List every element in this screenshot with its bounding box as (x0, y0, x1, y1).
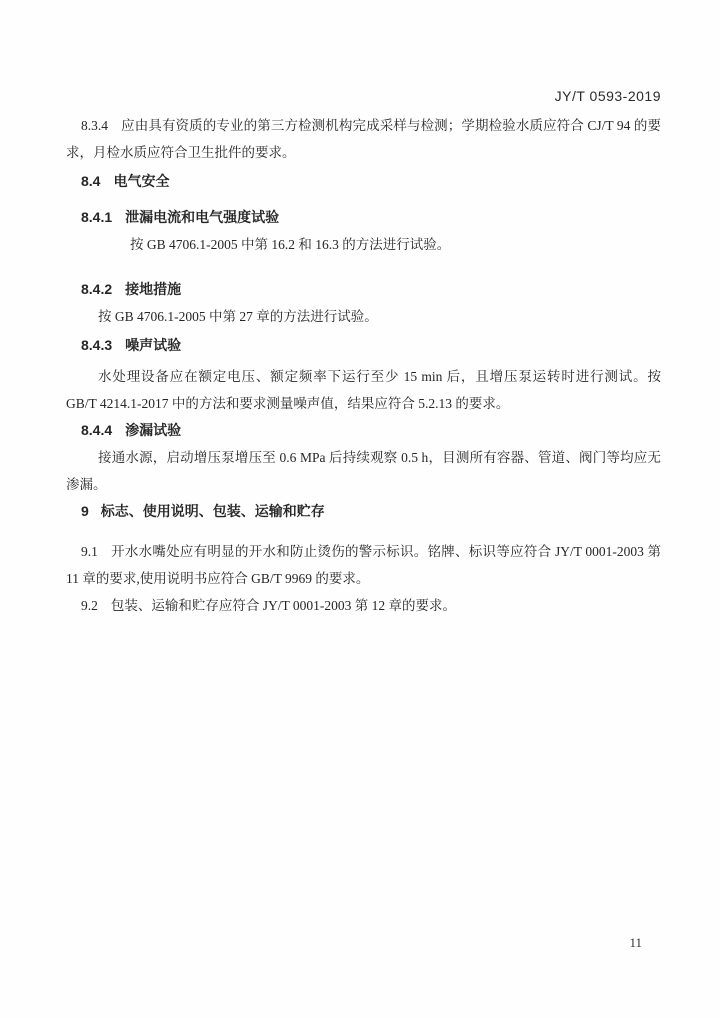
clause-8-3-4 (66, 112, 661, 166)
clause-number: 8.3.4 (81, 118, 108, 133)
heading-number: 8.4 (81, 173, 101, 189)
heading-number: 8.4.3 (81, 337, 113, 353)
page-number: 11 (629, 935, 642, 950)
heading-number: 8.4.4 (81, 422, 113, 438)
heading-number: 8.4.1 (81, 209, 113, 225)
heading-9 (66, 498, 661, 525)
body-text: 接通水源，启动增压泵增压至 0.6 MPa 后持续观察 0.5 h，目测所有容器、管道、阀门等均应无渗漏。 (66, 450, 661, 492)
heading-title: 渗漏试验 (125, 422, 182, 438)
body-text: 按 GB 4706.1-2005 中第 27 章的方法进行试验。 (98, 309, 378, 324)
standard-code-header (66, 83, 661, 110)
body-8-4-1 (66, 231, 661, 258)
clause-9-2 (66, 592, 661, 619)
clause-9-1 (66, 538, 661, 592)
clause-text: 应由具有资质的专业的第三方检测机构完成采样与检测；学期检验水质应符合 CJ/T 94 的要求，月检水质应符合卫生批件的要求。 (66, 118, 661, 160)
standard-code: JY/T 0593-2019 (554, 88, 661, 104)
heading-title: 接地措施 (125, 281, 182, 297)
body-8-4-4 (66, 444, 661, 498)
heading-8-4-2 (66, 276, 661, 303)
body-text: 水处理设备应在额定电压、额定频率下运行至少 15 min 后，且增压泵运转时进行测试。按 GB/T 4214.1-2017 中的方法和要求测量噪声值，结果应符合 5.2.13 的要求。 (66, 369, 661, 411)
heading-8-4-1 (66, 204, 661, 231)
clause-text: 包装、运输和贮存应符合 JY/T 0001-2003 第 12 章的要求。 (110, 598, 457, 613)
body-8-4-2 (66, 303, 661, 330)
heading-8-4-3 (66, 332, 661, 359)
body-text: 按 GB 4706.1-2005 中第 16.2 和 16.3 的方法进行试验。 (130, 237, 451, 252)
clause-number: 9.1 (81, 544, 98, 559)
heading-title: 泄漏电流和电气强度试验 (125, 209, 280, 225)
heading-title: 电气安全 (113, 173, 170, 189)
heading-number: 8.4.2 (81, 281, 113, 297)
clause-number: 9.2 (81, 598, 98, 613)
heading-title: 标志、使用说明、包装、运输和贮存 (100, 503, 325, 519)
clause-text: 开水水嘴处应有明显的开水和防止烫伤的警示标识。铭牌、标识等应符合 JY/T 0001-2003 第 11 章的要求,使用说明书应符合 GB/T 9969 的要求。 (66, 544, 661, 586)
heading-8-4 (66, 168, 661, 195)
body-8-4-3 (66, 363, 661, 417)
heading-title: 噪声试验 (125, 337, 182, 353)
heading-number: 9 (81, 503, 89, 519)
heading-8-4-4 (66, 417, 661, 444)
